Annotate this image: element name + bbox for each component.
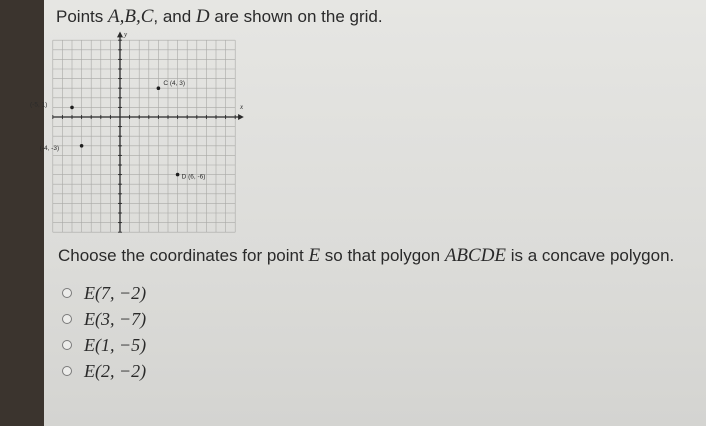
prompt-d: D <box>195 6 210 27</box>
radio-icon[interactable] <box>62 366 72 376</box>
question-mid: so that polygon <box>320 246 445 265</box>
point-b <box>80 144 84 148</box>
option-3[interactable] <box>62 332 146 358</box>
point-c <box>157 86 161 90</box>
left-frame-bar <box>0 0 44 426</box>
point-d <box>176 173 180 177</box>
question-tail: is a concave polygon. <box>506 246 675 265</box>
option-label: E(1, −5) <box>84 334 147 355</box>
prompt-mid: , and <box>153 7 196 26</box>
point-label-d: D (6, -6) <box>181 173 206 181</box>
point-a <box>70 106 74 110</box>
prompt-tail: are shown on the grid. <box>209 7 383 26</box>
coordinate-grid <box>30 30 244 240</box>
question-polygon: ABCDE <box>444 245 507 266</box>
option-label: E(7, −2) <box>84 282 147 303</box>
option-4[interactable] <box>62 358 146 384</box>
radio-icon[interactable] <box>62 314 72 324</box>
point-label-c: C (4, 3) <box>163 80 186 88</box>
prompt-lead: Points <box>56 7 108 26</box>
point-label-a: (-5, 1) <box>30 101 48 109</box>
grid-svg <box>30 30 244 240</box>
radio-icon[interactable] <box>62 340 72 350</box>
option-label: E(2, −2) <box>84 360 147 381</box>
answer-options <box>62 280 146 384</box>
option-2[interactable] <box>62 306 146 332</box>
option-1[interactable] <box>62 280 146 306</box>
x-axis-label: x <box>240 103 244 111</box>
prompt-points: A,B,C <box>107 6 154 27</box>
radio-icon[interactable] <box>62 288 72 298</box>
question-lead: Choose the coordinates for point <box>58 246 309 265</box>
option-label: E(3, −7) <box>84 308 147 329</box>
point-label-b: (-4, -3) <box>39 144 60 152</box>
question-e: E <box>308 245 321 266</box>
question-text <box>58 245 674 267</box>
y-axis-label: y <box>124 30 128 39</box>
prompt-text <box>56 6 383 28</box>
